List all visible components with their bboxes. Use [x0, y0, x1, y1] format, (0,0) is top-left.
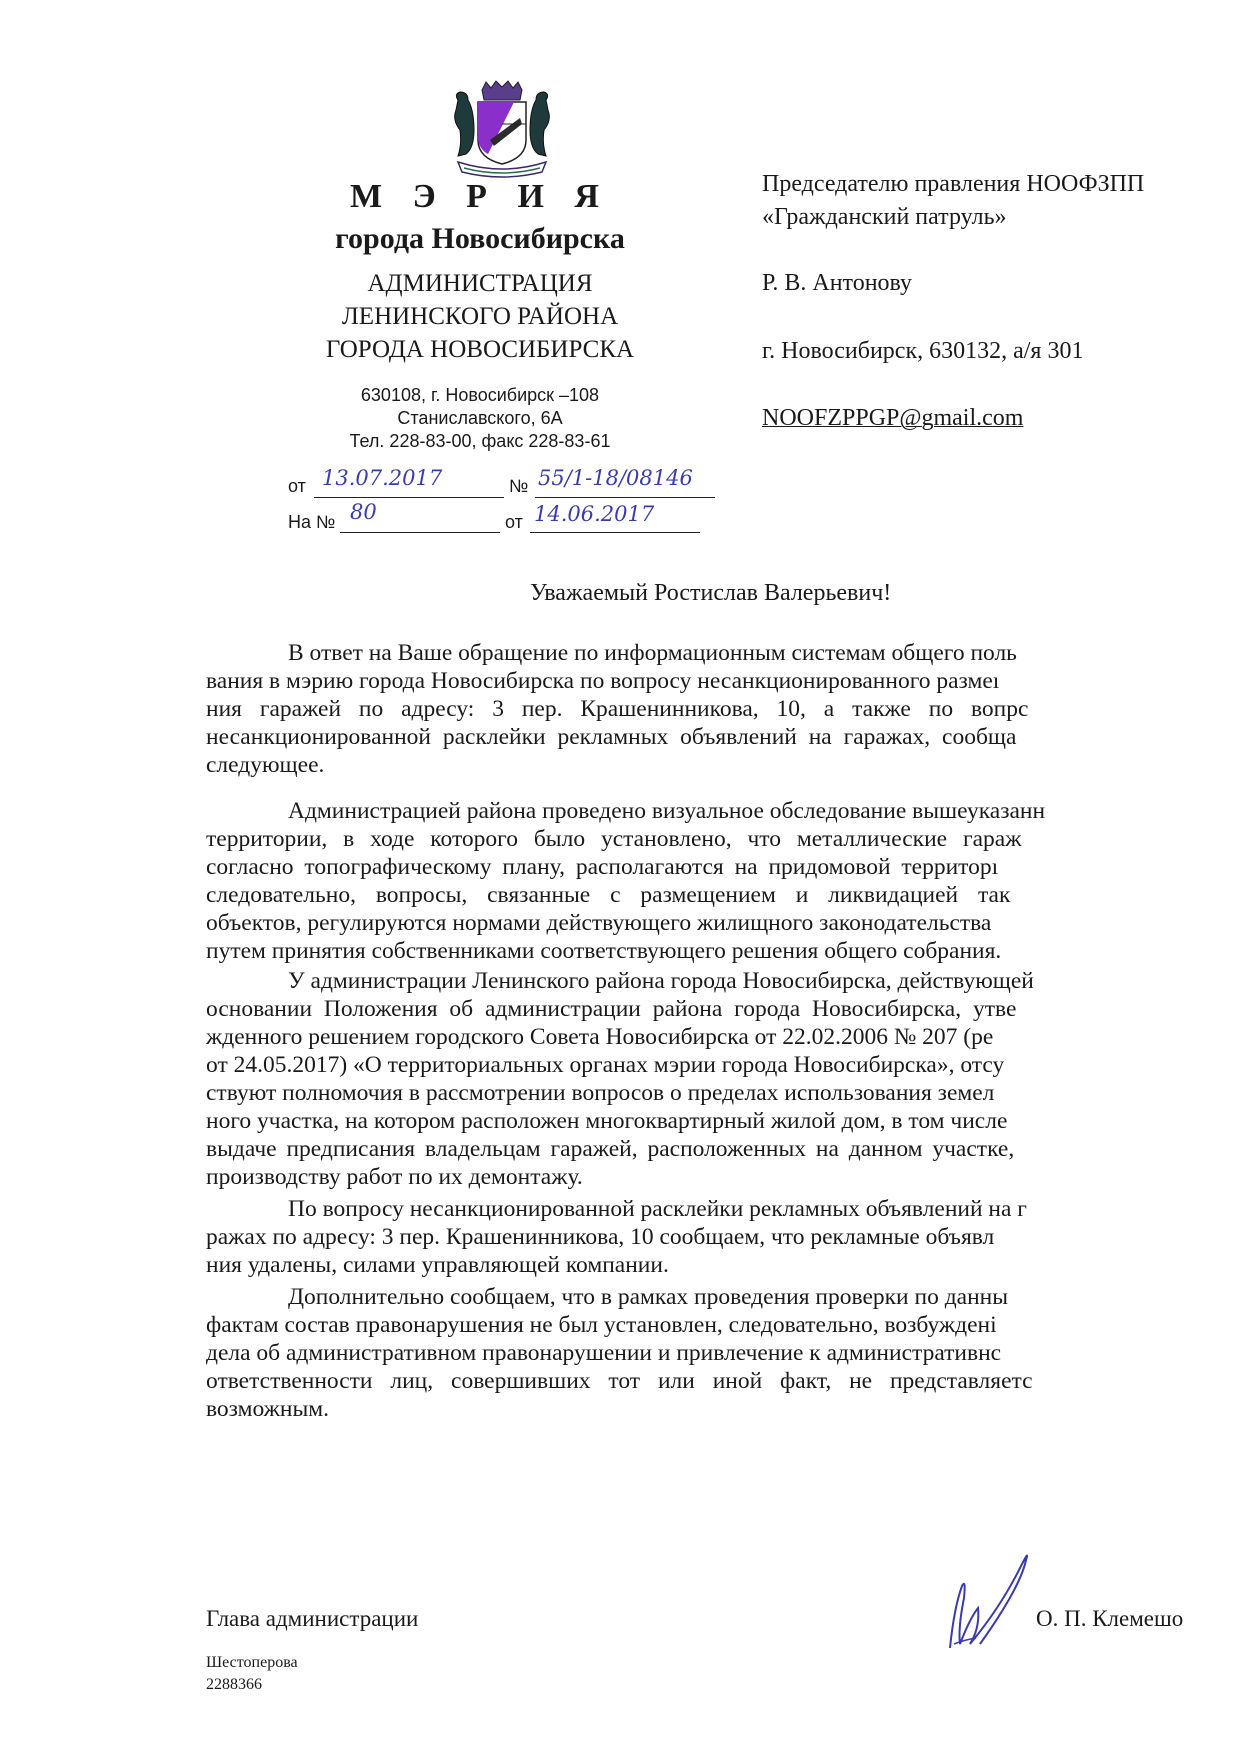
body-line: дела об административном правонарушении и привлечение к административнс [206, 1340, 1002, 1366]
body-line: выдаче предписания владельцам гаражей, расположенных на данном участке, [206, 1136, 1015, 1162]
body-line: основании Положения об администрации района города Новосибирска, утве [206, 996, 1017, 1022]
outgoing-date-value: 13.07.2017 [322, 466, 443, 490]
body-line: производству работ по их демонтажу. [206, 1164, 583, 1190]
body-line: путем принятия собственниками соответствующего решения общего собрания. [206, 938, 1002, 964]
body-line: объектов, регулируются нормами действующего жилищного законодательства [206, 910, 992, 936]
body-line: жденного решением городского Совета Новосибирска от 22.02.2006 № 207 (ре [206, 1024, 994, 1050]
coat-of-arms-icon [444, 80, 560, 180]
city-title: города Новосибирска [335, 222, 625, 255]
signature-icon [940, 1548, 1040, 1658]
body-line: следующее. [206, 752, 325, 778]
signatory-position: Глава администрации [206, 1606, 419, 1631]
reply-number-value: 80 [350, 500, 377, 524]
address-line-1: 630108, г. Новосибирск –108 [360, 385, 600, 405]
outgoing-number-label: № [509, 476, 529, 496]
body-line: ражах по адресу: 3 пер. Крашенинникова, 10 сообщаем, что рекламные объявл [206, 1224, 995, 1250]
executor-name: Шестоперова [206, 1654, 298, 1671]
body-line: фактам состав правонарушения не был установлен, следовательно, возбуждені [206, 1312, 997, 1338]
administration-line-1: АДМИНИСТРАЦИЯ [367, 270, 593, 297]
recipient-position: Председателю правления НООФЗПП [762, 171, 1145, 197]
executor-phone: 2288366 [206, 1676, 262, 1693]
reply-date-underline [530, 532, 700, 533]
outgoing-date-underline [314, 497, 504, 498]
body-line: ния удалены, силами управляющей компании. [206, 1252, 669, 1278]
administration-line-3: ГОРОДА НОВОСИБИРСКА [325, 336, 635, 363]
outgoing-date-label: от [288, 476, 306, 496]
reply-number-underline [340, 532, 500, 533]
body-line: несанкционированной расклейки рекламных объявлений на гаражах, сообща [206, 724, 1017, 750]
address-line-2: Станиславского, 6А [397, 408, 563, 428]
body-line: ного участка, на котором расположен многоквартирный жилой дом, в том числе [206, 1108, 1008, 1134]
administration-line-2: ЛЕНИНСКОГО РАЙОНА [341, 303, 619, 330]
body-line: ответственности лиц, совершивших тот или иной факт, не представляетс [206, 1368, 1033, 1394]
address-line-3: Тел. 228-83-00, факс 228-83-61 [349, 431, 611, 451]
body-line: территории, в ходе которого было установлено, что металлические гараж [206, 826, 1022, 852]
outgoing-number-underline [535, 497, 715, 498]
mayoralty-title: М Э Р И Я [350, 178, 610, 215]
reply-number-label: На № [288, 512, 336, 532]
outgoing-number-value: 55/1-18/08146 [538, 466, 693, 490]
body-line: Дополнительно сообщаем, что в рамках проведения проверки по данны [288, 1284, 1009, 1310]
body-line: В ответ на Ваше обращение по информационным системам общего поль [288, 640, 1017, 666]
body-line: У администрации Ленинского района города Новосибирска, действующей [288, 968, 1034, 994]
recipient-organization: «Гражданский патруль» [762, 204, 1007, 230]
body-line: от 24.05.2017) «О территориальных органах мэрии города Новосибирска», отсу [206, 1052, 1005, 1078]
body-line: возможным. [206, 1396, 330, 1422]
reply-date-label: от [505, 512, 523, 532]
body-line: По вопросу несанкционированной расклейки рекламных объявлений на г [288, 1196, 1027, 1222]
greeting: Уважаемый Ростислав Валерьевич! [530, 580, 892, 606]
body-line: следовательно, вопросы, связанные с размещением и ликвидацией так [206, 882, 1011, 908]
signatory-name: О. П. Клемешо [1036, 1606, 1184, 1631]
body-line: вания в мэрию города Новосибирска по вопросу несанкционированного размеı [206, 668, 1000, 694]
recipient-name: Р. В. Антонову [762, 270, 913, 296]
recipient-email: NOOFZPPGP@gmail.com [762, 405, 1024, 431]
body-line: ния гаражей по адресу: 3 пер. Крашенинникова, 10, а также по вопрс [206, 696, 1029, 722]
reply-date-value: 14.06.2017 [534, 502, 655, 526]
body-line: ствуют полномочия в рассмотрении вопросов о пределах использования земел [206, 1080, 995, 1106]
recipient-address: г. Новосибирск, 630132, а/я 301 [762, 338, 1084, 364]
body-line: Администрацией района проведено визуальное обследование вышеуказанн [288, 798, 1046, 824]
body-line: согласно топографическому плану, располагаются на придомовой территорı [206, 854, 999, 880]
